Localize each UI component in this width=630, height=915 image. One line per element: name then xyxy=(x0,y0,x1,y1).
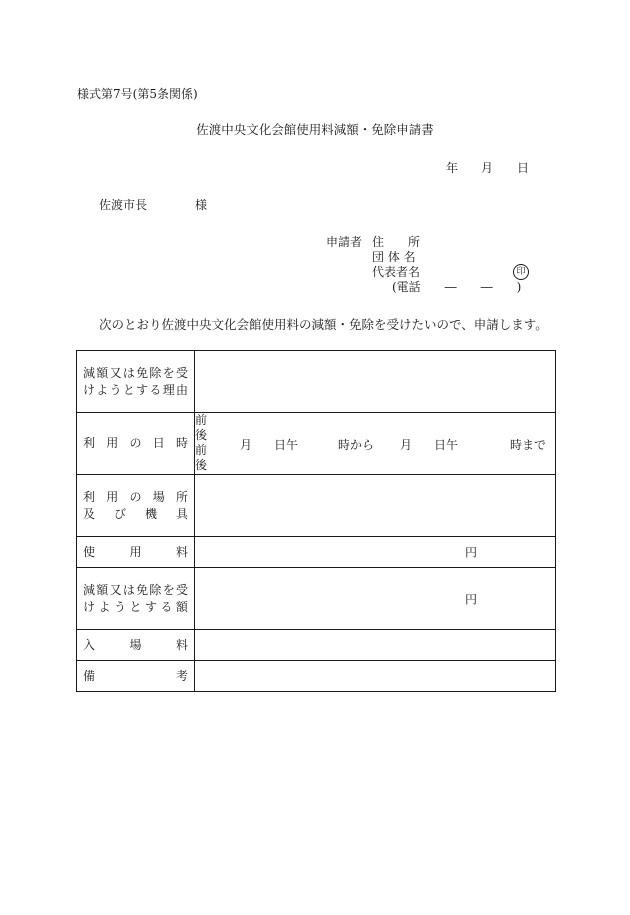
end-month-text: 月 xyxy=(400,438,413,452)
start-month-text: 月 xyxy=(240,438,253,452)
organization-field-label: 団 体 名 xyxy=(372,250,416,264)
honorific: 様 xyxy=(195,198,208,212)
place-input-cell[interactable] xyxy=(195,475,556,537)
reduction-amount-input-cell[interactable] xyxy=(195,568,556,630)
reason-label-line1: 減 額 又 は 免 除 を 受 xyxy=(83,365,188,380)
table-row-admission xyxy=(77,630,556,661)
start-hour-text: 時から xyxy=(338,438,375,452)
datetime-label: 利 用 の 日 時 xyxy=(77,413,195,475)
intro-text: 次のとおり佐渡中央文化会館使用料の減額・免除を受けたいので、申請します。 xyxy=(99,317,548,332)
table-row-reduce xyxy=(77,568,556,630)
table-row-reason xyxy=(77,351,556,413)
application-table xyxy=(76,350,556,692)
table-row-remarks xyxy=(77,661,556,692)
representative-field-label: 代表者名 xyxy=(372,265,421,279)
form-number-label: 様式第7号(第5条関係) xyxy=(77,87,198,101)
table-row-datetime xyxy=(77,413,556,475)
phone-field-label: (電話 ― ― ) xyxy=(392,280,522,294)
admission-fee-input-cell[interactable] xyxy=(195,630,556,661)
address-field-label: 住 所 xyxy=(372,235,421,249)
admission-fee-label: 入 場 料 xyxy=(77,630,195,661)
remarks-label: 備 考 xyxy=(77,661,195,692)
table-row-fee xyxy=(77,537,556,568)
reason-input-cell[interactable] xyxy=(195,351,556,413)
reason-label xyxy=(77,351,195,413)
table-row-place xyxy=(77,475,556,537)
fee-input-cell[interactable] xyxy=(195,537,556,568)
remarks-input-cell[interactable] xyxy=(195,661,556,692)
end-hour-text: 時まで xyxy=(510,438,547,452)
fee-yen-unit: 円 xyxy=(465,545,478,560)
datetime-input-cell[interactable] xyxy=(195,413,556,475)
start-day-ampm-text: 日午 xyxy=(274,438,299,452)
place-label: 利 用 の 場 所 及 び 機 具 xyxy=(77,475,195,537)
applicant-label: 申請者 xyxy=(326,235,363,249)
fee-label: 使 用 料 xyxy=(77,537,195,568)
document-title: 佐渡中央文化会館使用料減額・免除申請書 xyxy=(196,122,434,137)
date-month: 月 xyxy=(481,161,494,175)
end-day-ampm-text: 日午 xyxy=(434,438,459,452)
reduction-amount-label: 減 額 又 は 免 除 を 受 け よ う と す る 額 xyxy=(77,568,195,630)
end-ampm-stack: 前 後 xyxy=(195,443,208,472)
reduction-yen-unit: 円 xyxy=(465,592,478,606)
start-ampm-stack: 前 後 xyxy=(195,413,208,442)
date-year: 年 xyxy=(446,161,459,175)
date-day: 日 xyxy=(517,161,530,175)
seal-mark: 印 xyxy=(513,264,529,280)
reason-label-line2: け よ う と す る 理 由 xyxy=(83,382,188,397)
addressee: 佐渡市長 xyxy=(99,198,148,212)
